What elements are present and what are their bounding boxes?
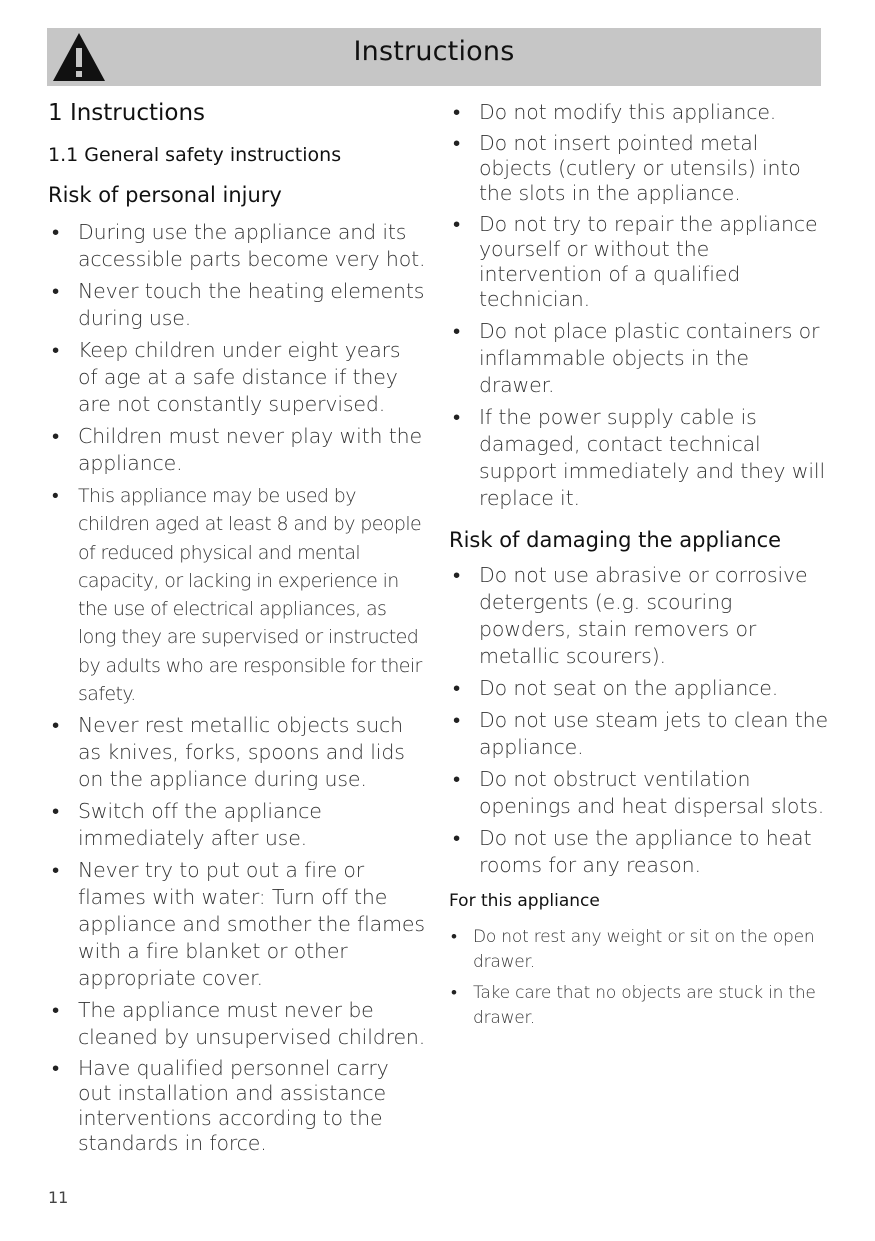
list-item: • Do not use the appliance to heat rooms for any reason. — [449, 825, 829, 879]
list-item: • Do not modify this appliance. — [449, 100, 829, 125]
list-item: • This appliance may be used by children aged at least 8 and by people of reduced physical and mental capacity, or lacking in experience in the use of electrical appliances, as long they are supervised or instructed by adults who are responsible for their safety. — [48, 482, 426, 708]
page-number: 11 — [48, 1188, 69, 1207]
right-column — [449, 100, 829, 1037]
list-item: • Do not insert pointed metal objects (cutlery or utensils) into the slots in the appliance. — [449, 131, 829, 206]
injury-list-b — [48, 482, 426, 708]
list-item: • Do not seat on the appliance. — [449, 675, 829, 702]
subsection-title: 1.1 General safety instructions — [48, 144, 342, 166]
list-item: • During use the appliance and its accessible parts become very hot. — [48, 219, 426, 273]
page-header — [47, 28, 821, 86]
list-item: • Children must never play with the appliance. — [48, 423, 426, 477]
list-item: • Take care that no objects are stuck in the drawer. — [449, 981, 829, 1031]
list-item: • Do not rest any weight or sit on the open drawer. — [449, 925, 829, 975]
list-item: • Do not use abrasive or corrosive detergents (e.g. scouring powders, stain removers or metallic scourers). — [449, 562, 829, 670]
list-item: • Do not place plastic containers or inflammable objects in the drawer. — [449, 318, 829, 399]
list-item: • Do not use steam jets to clean the appliance. — [449, 707, 829, 761]
personal-injury-heading: Risk of personal injury — [48, 183, 282, 207]
this-appliance-list — [449, 925, 829, 1031]
injury-list-d — [48, 1056, 426, 1156]
damage-heading: Risk of damaging the appliance — [449, 528, 782, 552]
damage-list — [449, 562, 829, 879]
list-item: • Do not try to repair the appliance yourself or without the intervention of a qualified technician. — [449, 212, 829, 312]
list-item: • Keep children under eight years of age at a safe distance if they are not constantly supervised. — [48, 337, 426, 418]
section-title: 1 Instructions — [48, 100, 206, 126]
injury-list-a — [48, 219, 426, 477]
list-item: • Do not obstruct ventilation openings and heat dispersal slots. — [449, 766, 829, 820]
list-item: • Have qualified personnel carry out installation and assistance interventions according to the standards in force. — [48, 1056, 426, 1156]
list-item: • Never try to put out a fire or flames with water: Turn off the appliance and smother the flames with a fire blanket or other appropriate cover. — [48, 857, 426, 992]
list-item: • Never rest metallic objects such as knives, forks, spoons and lids on the appliance during use. — [48, 712, 426, 793]
left-column — [48, 100, 426, 1162]
this-appliance-heading: For this appliance — [449, 891, 600, 911]
list-item: • Switch off the appliance immediately after use. — [48, 798, 426, 852]
list-item: • If the power supply cable is damaged, contact technical support immediately and they will replace it. — [449, 404, 829, 512]
general-list — [449, 100, 829, 312]
injury-list-c — [48, 712, 426, 1051]
list-item: • The appliance must never be cleaned by unsupervised children. — [48, 997, 426, 1051]
general-list-b — [449, 318, 829, 512]
header-title: Instructions — [353, 36, 515, 67]
list-item: • Never touch the heating elements during use. — [48, 278, 426, 332]
